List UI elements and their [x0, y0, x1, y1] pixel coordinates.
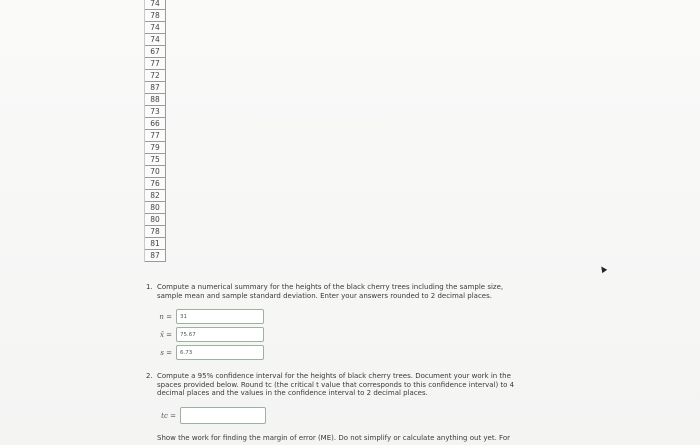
table-row [140, 214, 166, 226]
table-cell: 78 [145, 226, 166, 238]
height-data-table [140, 0, 166, 262]
sample-size-label: n = [159, 312, 172, 321]
table-row [140, 94, 166, 106]
table-row [140, 46, 166, 58]
table-row [140, 34, 166, 46]
sample-sd-row [148, 345, 264, 360]
question-1 [146, 283, 516, 300]
table-row [140, 154, 166, 166]
question-2-number: 2. [146, 372, 153, 380]
sample-size-input[interactable]: 31 [176, 309, 264, 324]
table-cell: 88 [145, 94, 166, 106]
table-cell: 70 [145, 166, 166, 178]
question-1-number: 1. [146, 283, 153, 291]
sample-size-row [148, 309, 264, 324]
table-cell: 77 [145, 58, 166, 70]
table-cell: 72 [145, 70, 166, 82]
table-cell: 78 [145, 10, 166, 22]
critical-t-input[interactable] [180, 407, 266, 424]
critical-t-row [152, 407, 266, 424]
table-row [140, 58, 166, 70]
margin-of-error-instructions: Show the work for finding the margin of error (ME). Do not simplify or calculate anything out yet. For [157, 434, 510, 442]
table-row [140, 142, 166, 154]
table-cell: 80 [145, 214, 166, 226]
table-cell: 79 [145, 142, 166, 154]
table-cell: 66 [145, 118, 166, 130]
table-row [140, 118, 166, 130]
sample-mean-row [148, 327, 264, 342]
table-cell: 73 [145, 106, 166, 118]
table-cell: 87 [145, 82, 166, 94]
sample-sd-label: s = [160, 348, 172, 357]
table-row [140, 238, 166, 250]
table-cell: 76 [145, 178, 166, 190]
sample-mean-label: x̄ = [159, 330, 172, 339]
table-row [140, 82, 166, 94]
table-cell: 74 [145, 0, 166, 10]
table-cell: 74 [145, 34, 166, 46]
table-cell: 82 [145, 190, 166, 202]
table-row [140, 130, 166, 142]
table-row [140, 250, 166, 262]
table-row [140, 226, 166, 238]
table-cell: 75 [145, 154, 166, 166]
critical-t-label: tc = [161, 411, 176, 420]
table-cell: 81 [145, 238, 166, 250]
mouse-cursor-icon [599, 265, 607, 273]
table-row [140, 202, 166, 214]
table-row [140, 10, 166, 22]
table-cell: 74 [145, 22, 166, 34]
table-cell: 87 [145, 250, 166, 262]
table-row [140, 0, 166, 10]
table-row [140, 70, 166, 82]
table-row [140, 190, 166, 202]
question-2 [146, 372, 526, 398]
sample-sd-input[interactable]: 6.73 [176, 345, 264, 360]
table-row [140, 106, 166, 118]
sample-mean-input[interactable]: 75.67 [176, 327, 264, 342]
question-2-text: Compute a 95% confidence interval for the heights of black cherry trees. Document your work in the spaces provided below. Round tc (the critical t value that corresponds to this confidence interval) to 4 decimal places and the values in the confidence interval to 2 decimal places. [157, 372, 515, 397]
table-cell: 80 [145, 202, 166, 214]
table-row [140, 22, 166, 34]
table-row [140, 178, 166, 190]
table-row [140, 166, 166, 178]
table-cell: 67 [145, 46, 166, 58]
question-1-text: Compute a numerical summary for the heights of the black cherry trees including the sample size, sample mean and sample standard deviation. Enter your answers rounded to 2 decimal places. [157, 283, 504, 300]
table-cell: 77 [145, 130, 166, 142]
